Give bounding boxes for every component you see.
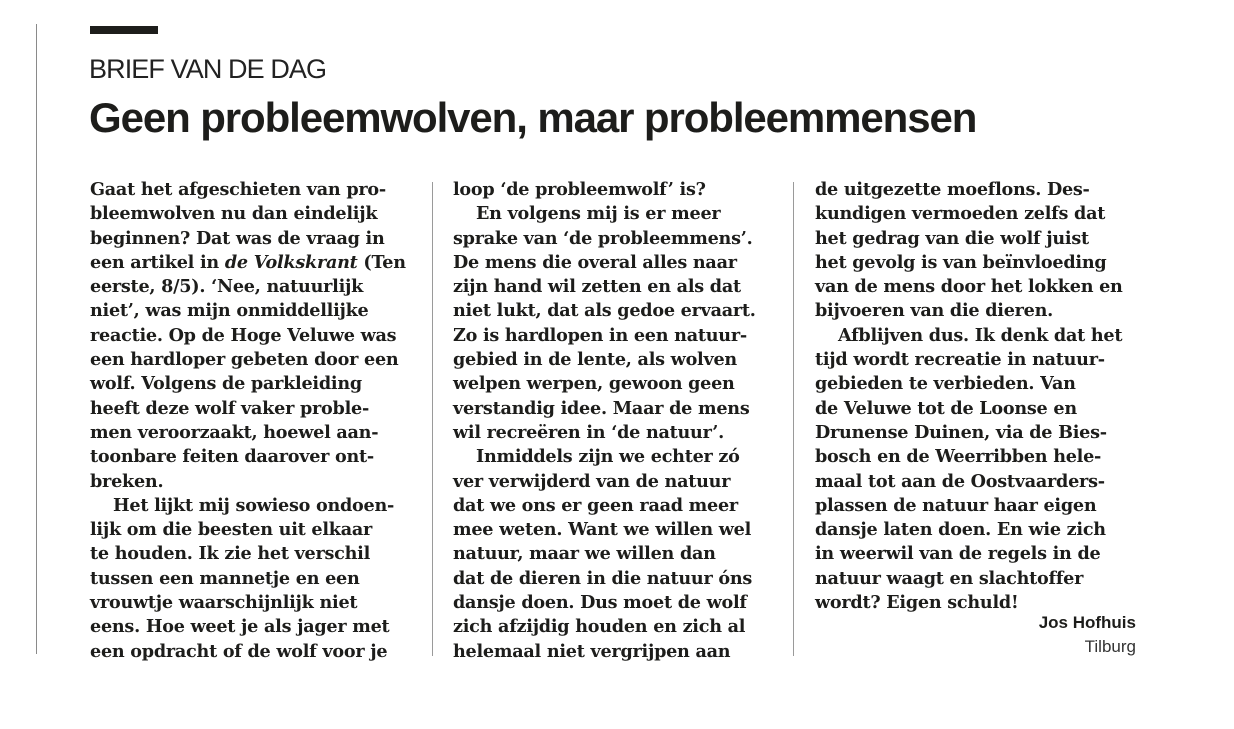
text-line <box>90 251 415 275</box>
text-line: verstandig idee. Maar de mens <box>453 397 750 419</box>
text-line: toonbare feiten daarover ont- <box>90 446 374 468</box>
text-line: Inmiddels zijn we echter zó <box>476 446 740 468</box>
author-city: Tilburg <box>1084 637 1136 656</box>
text-line: de Veluwe tot de Loonse en <box>815 397 1077 419</box>
text-run: een artikel in <box>90 251 225 273</box>
text-line: natuur waagt en slachtoffer <box>815 567 1084 589</box>
page-left-rule <box>36 24 37 654</box>
text-line: vrouwtje waarschijnlijk niet <box>90 592 358 614</box>
text-line: men veroorzaakt, hoewel aan- <box>90 421 379 443</box>
text-line: eerste, 8/5). ‘Nee, natuurlijk <box>90 276 364 298</box>
text-line: En volgens mij is er meer <box>476 203 721 225</box>
text-line: Het lijkt mij sowieso ondoen- <box>113 494 395 516</box>
article-column-3 <box>815 178 1140 615</box>
text-line: gebieden te verbieden. Van <box>815 373 1076 395</box>
text-line: niet lukt, dat als gedoe ervaart. <box>453 300 756 322</box>
text-line: Zo is hardlopen in een natuur- <box>453 324 747 346</box>
text-line: het gevolg is van beïnvloeding <box>815 251 1107 273</box>
text-line: natuur, maar we willen dan <box>453 543 716 565</box>
publication-name: de Volkskrant <box>224 251 358 273</box>
text-line: ver verwijderd van de natuur <box>453 470 731 492</box>
text-line: tussen een mannetje en een <box>90 567 360 589</box>
text-line: mee weten. Want we willen wel <box>453 519 752 541</box>
text-line: dansje laten doen. En wie zich <box>815 519 1106 541</box>
text-line: het gedrag van die wolf juist <box>815 227 1089 249</box>
text-line: zijn hand wil zetten en als dat <box>453 276 741 298</box>
text-line: gebied in de lente, als wolven <box>453 349 737 371</box>
text-line: plassen de natuur haar eigen <box>815 494 1097 516</box>
article-column-2 <box>453 178 778 664</box>
column-divider <box>793 182 794 656</box>
text-line: wil recreëren in ‘de natuur’. <box>453 421 725 443</box>
kicker-bar <box>90 26 158 34</box>
text-line: dat we ons er geen raad meer <box>453 494 738 516</box>
text-line: beginnen? Dat was de vraag in <box>90 227 385 249</box>
text-line: heeft deze wolf vaker proble- <box>90 397 370 419</box>
text-line: niet’, was mijn onmiddellijke <box>90 300 369 322</box>
text-line: bosch en de Weerribben hele- <box>815 446 1102 468</box>
article-column-1 <box>90 178 415 664</box>
section-kicker: BRIEF VAN DE DAG <box>89 54 327 84</box>
text-line: Gaat het afgeschieten van pro- <box>90 179 386 200</box>
text-line: bleemwolven nu dan eindelijk <box>90 203 378 225</box>
text-line: Afblijven dus. Ik denk dat het <box>838 324 1123 346</box>
text-line: van de mens door het lokken en <box>815 276 1123 298</box>
text-line: kundigen vermoeden zelfs dat <box>815 203 1106 225</box>
text-line: dansje doen. Dus moet de wolf <box>453 592 747 614</box>
column-divider <box>432 182 433 656</box>
text-line: een hardloper gebeten door een <box>90 349 399 371</box>
text-line: Drunense Duinen, via de Bies- <box>815 421 1107 443</box>
text-line: dat de dieren in die natuur óns <box>453 567 753 589</box>
text-line: reactie. Op de Hoge Veluwe was <box>90 324 397 346</box>
text-line: maal tot aan de Oostvaarders- <box>815 470 1105 492</box>
text-line: in weerwil van de regels in de <box>815 543 1101 565</box>
text-line: te houden. Ik zie het verschil <box>90 543 371 565</box>
author-name: Jos Hofhuis <box>1038 613 1136 632</box>
text-run: (Ten <box>357 251 406 273</box>
text-line: sprake van ‘de probleemmens’. <box>453 227 753 249</box>
text-line: de uitgezette moeflons. Des- <box>815 179 1090 200</box>
text-line: wolf. Volgens de parkleiding <box>90 373 362 395</box>
text-line: lijk om die beesten uit elkaar <box>90 519 373 541</box>
text-line: bijvoeren van die dieren. <box>815 300 1054 322</box>
text-line: breken. <box>90 470 164 492</box>
article-headline: Geen probleemwolven, maar probleemmensen <box>89 94 977 141</box>
text-line: eens. Hoe weet je als jager met <box>90 616 390 638</box>
letter-signature <box>1039 611 1136 659</box>
text-line: loop ‘de probleemwolf’ is? <box>453 179 706 200</box>
text-line: zich afzijdig houden en zich al <box>453 616 746 638</box>
text-line: helemaal niet vergrijpen aan <box>453 640 731 662</box>
text-line: welpen werpen, gewoon geen <box>453 373 735 395</box>
text-line: tijd wordt recreatie in natuur- <box>815 349 1105 371</box>
text-line: wordt? Eigen schuld! <box>815 592 1019 614</box>
text-line: De mens die overal alles naar <box>453 251 737 273</box>
text-line: een opdracht of de wolf voor je <box>90 640 388 662</box>
